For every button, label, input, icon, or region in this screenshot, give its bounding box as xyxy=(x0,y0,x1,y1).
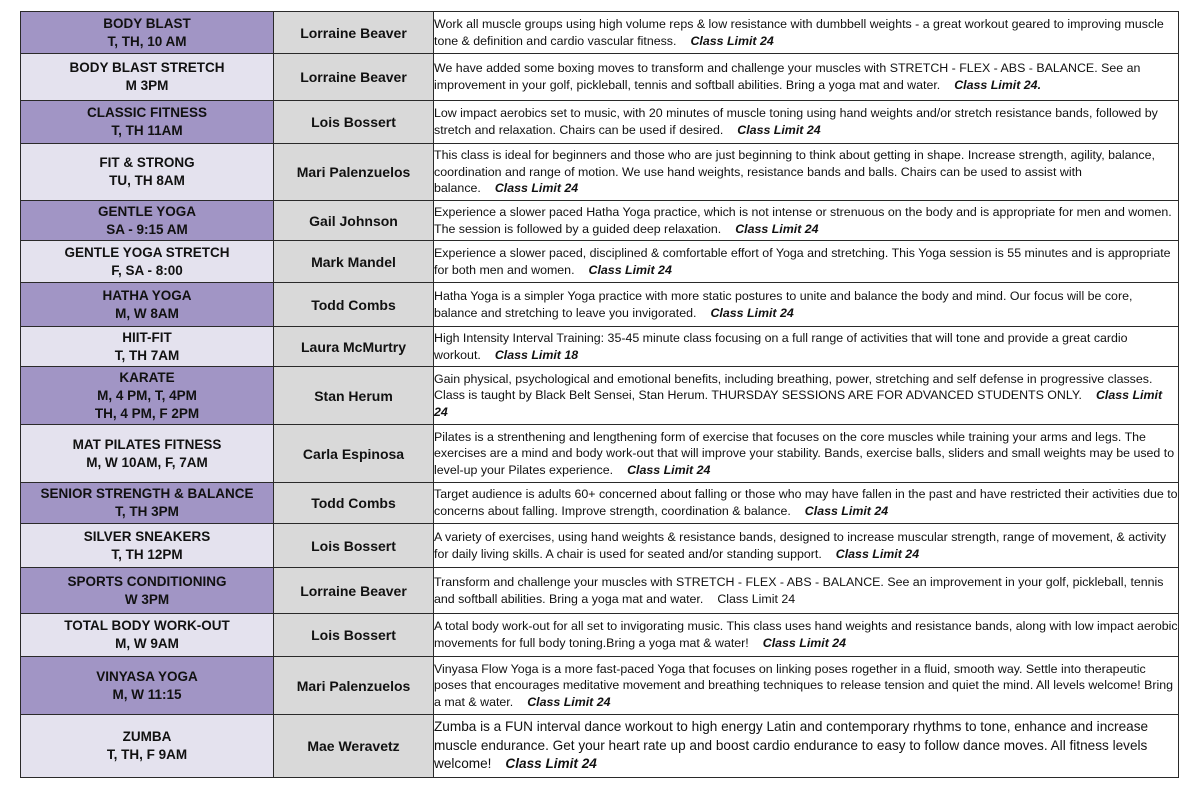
class-description-cell xyxy=(434,12,1179,54)
class-limit: Class Limit 24 xyxy=(710,305,794,320)
class-cell xyxy=(21,144,274,201)
table-row xyxy=(21,568,1179,614)
class-limit: Class Limit 24 xyxy=(835,546,920,561)
class-cell xyxy=(21,614,274,657)
instructor-name: Lorraine Beaver xyxy=(274,12,434,54)
instructor-name: Carla Espinosa xyxy=(274,425,434,483)
class-name: MAT PILATES FITNESS xyxy=(72,436,222,452)
class-time: F, SA - 8:00 xyxy=(111,262,183,278)
table-row xyxy=(21,524,1179,568)
class-description-cell xyxy=(434,367,1179,425)
class-description-cell xyxy=(434,524,1179,568)
class-cell xyxy=(21,327,274,367)
class-cell xyxy=(21,12,274,54)
class-limit: Class Limit 24 xyxy=(762,636,847,650)
table-row xyxy=(21,327,1179,367)
class-description-cell xyxy=(434,568,1179,614)
class-name: CLASSIC FITNESS xyxy=(86,105,207,120)
table-row xyxy=(21,201,1179,241)
class-time: T, TH, F 9AM xyxy=(106,747,188,762)
class-limit: Class Limit 24 xyxy=(717,591,796,606)
class-limit: Class Limit 24 xyxy=(737,123,821,137)
instructor-name: Todd Combs xyxy=(274,283,434,327)
class-description-cell xyxy=(434,425,1179,483)
class-name: GENTLE YOGA STRETCH xyxy=(64,244,230,260)
class-description-cell xyxy=(434,144,1179,201)
class-cell xyxy=(21,101,274,144)
instructor-name: Mark Mandel xyxy=(274,241,434,283)
table-row xyxy=(21,144,1179,201)
class-time: T, TH 12PM xyxy=(111,546,183,562)
class-limit: Class Limit 24 xyxy=(588,262,672,277)
instructor-name: Mari Palenzuelos xyxy=(274,657,434,715)
class-time: T, TH 3PM xyxy=(115,504,179,519)
class-description: Hatha Yoga is a simpler Yoga practice with more static postures to unite and balance the body and mind. Our focus will be core, balance and stretching to leave you invigorated. xyxy=(434,288,1133,320)
class-name: ZUMBA xyxy=(122,729,172,744)
class-cell xyxy=(21,241,274,283)
class-description: Low impact aerobics set to music, with 20 minutes of muscle toning using hand weights and/or stretch resistance bands, followed by stretch and relaxation. Chairs can be used if desired. xyxy=(434,106,1158,137)
instructor-name: Gail Johnson xyxy=(274,201,434,241)
table-row xyxy=(21,283,1179,327)
table-row xyxy=(21,614,1179,657)
class-limit: Class Limit 24 xyxy=(505,756,597,772)
class-description: Work all muscle groups using high volume reps & low resistance with dumbbell weights - a great workout geared to improving muscle tone & definition and cardio vascular fitness. xyxy=(434,16,1164,48)
instructor-name: Mari Palenzuelos xyxy=(274,144,434,201)
class-limit: Class Limit 24 xyxy=(627,462,711,477)
instructor-name: Todd Combs xyxy=(274,483,434,524)
class-description-cell xyxy=(434,657,1179,715)
class-description-cell xyxy=(434,283,1179,327)
class-description: Transform and challenge your muscles with STRETCH - FLEX - ABS - BALANCE. See an improvement in your golf, pickleball, tennis and softball abilities. Bring a yoga mat and water. xyxy=(434,574,1164,606)
class-name: HATHA YOGA xyxy=(102,287,192,303)
class-description: A variety of exercises, using hand weights & resistance bands, designed to increase muscular strength, range of movement, & activity for daily living skills. A chair is used for seated and/or standing support. xyxy=(434,529,1167,561)
class-description: Pilates is a strenthening and lengthening form of exercise that focuses on the core muscles while training your arms and legs. The exercises are a mind and body work-out that will improve your stability. Bands, exercise balls, sliders and small weights may be used to level-up your Pilates experience. xyxy=(434,429,1175,477)
class-cell xyxy=(21,483,274,524)
instructor-name: Lorraine Beaver xyxy=(274,54,434,101)
class-time: TU, TH 8AM xyxy=(109,173,185,188)
class-time: M, W 9AM xyxy=(115,636,179,651)
class-cell xyxy=(21,283,274,327)
class-time: M, W 10AM, F, 7AM xyxy=(86,454,208,470)
class-limit: Class Limit 24 xyxy=(804,504,889,518)
class-description: Experience a slower paced Hatha Yoga practice, which is not intense or strenuous on the body and is appropriate for men and women. The session is followed by a guided deep relaxation. xyxy=(434,204,1172,236)
class-description-cell xyxy=(434,327,1179,367)
class-time: SA - 9:15 AM xyxy=(106,221,188,237)
class-description: Target audience is adults 60+ concerned about falling or those who may have fallen in the past and have restricted their activities due to concerns about falling. Improve strength, coordination & balance. xyxy=(434,487,1178,518)
class-description: Vinyasa Flow Yoga is a more fast-paced Yoga that focuses on linking poses rogether in a fluid, smooth way. Settle into therapeutic poses that encourages meditative movement and breathing techniques to release tension and quiet the mind. All levels welcome! Bring a mat & water. xyxy=(434,661,1174,709)
table-row xyxy=(21,657,1179,715)
instructor-name: Lois Bossert xyxy=(274,524,434,568)
class-limit: Class Limit 24 xyxy=(690,33,774,48)
class-description: High Intensity Interval Training: 35-45 minute class focusing on a full range of activities that will tone and provide a great cardio workout. xyxy=(434,330,1128,362)
table-row xyxy=(21,54,1179,101)
class-time: T, TH 7AM xyxy=(114,347,180,363)
class-description: A total body work-out for all set to invigorating music. This class uses hand weights and resistance bands, along with low impact aerobic movements for full body toning.Bring a yoga mat & water! xyxy=(434,619,1178,650)
class-name: GENTLE YOGA xyxy=(97,203,196,219)
class-name: BODY BLAST xyxy=(103,15,191,31)
instructor-name: Lorraine Beaver xyxy=(274,568,434,614)
class-limit: Class Limit 24 xyxy=(434,388,1163,419)
class-name: TOTAL BODY WORK-OUT xyxy=(64,618,230,633)
table-row xyxy=(21,483,1179,524)
class-name: SPORTS CONDITIONING xyxy=(67,573,227,589)
class-limit: Class Limit 24 xyxy=(735,221,819,236)
class-cell xyxy=(21,201,274,241)
class-name: SENIOR STRENGTH & BALANCE xyxy=(40,486,254,501)
class-cell xyxy=(21,425,274,483)
instructor-name: Lois Bossert xyxy=(274,614,434,657)
class-time: M, W 11:15 xyxy=(112,686,182,702)
class-description: Zumba is a FUN interval dance workout to high energy Latin and contemporary rhythms to tone, enhance and increase muscle endurance. Get your heart rate up and boost cardio endurance to easy to follow dance moves. All fitness levels welcome! xyxy=(434,719,1149,772)
table-row xyxy=(21,241,1179,283)
class-cell xyxy=(21,715,274,778)
class-cell xyxy=(21,657,274,715)
class-name: BODY BLAST STRETCH xyxy=(69,60,225,75)
class-name: FIT & STRONG xyxy=(99,155,195,170)
instructor-name: Mae Weravetz xyxy=(274,715,434,778)
class-schedule-table xyxy=(20,11,1179,778)
class-cell xyxy=(21,54,274,101)
table-row xyxy=(21,425,1179,483)
class-time: T, TH, 10 AM xyxy=(107,33,187,49)
class-description-cell xyxy=(434,101,1179,144)
table-row xyxy=(21,12,1179,54)
class-name: SILVER SNEAKERS xyxy=(83,528,211,544)
class-description-cell xyxy=(434,241,1179,283)
class-description: Experience a slower paced, disciplined & comfortable effort of Yoga and stretching. This Yoga session is 55 minutes and is appropriate for both men and women. xyxy=(434,245,1171,277)
table-row xyxy=(21,367,1179,425)
class-cell xyxy=(21,524,274,568)
class-cell xyxy=(21,568,274,614)
instructor-name: Laura McMurtry xyxy=(274,327,434,367)
class-time: T, TH 11AM xyxy=(111,123,183,138)
class-limit: Class Limit 24. xyxy=(954,78,1042,92)
class-description-cell xyxy=(434,483,1179,524)
class-name: KARATE xyxy=(119,369,175,385)
class-description-cell xyxy=(434,715,1179,778)
class-description: Gain physical, psychological and emotional benefits, including breathing, power, stretching and self defense in progressive classes. Class is taught by Black Belt Sensei, Stan Herum. THURSDAY SESSIONS ARE FOR ADVANCED STUDENTS ONLY. xyxy=(434,371,1153,403)
class-description: We have added some boxing moves to transform and challenge your muscles with STRETCH - FLEX - ABS - BALANCE. See an improvement in your golf, pickleball, tennis and softball abilities. Bring a yoga mat and water. xyxy=(434,61,1141,92)
instructor-name: Stan Herum xyxy=(274,367,434,425)
class-name: HIIT-FIT xyxy=(122,329,172,345)
class-limit: Class Limit 18 xyxy=(494,347,579,362)
class-description-cell xyxy=(434,201,1179,241)
instructor-name: Lois Bossert xyxy=(274,101,434,144)
class-time: M 3PM xyxy=(125,78,169,93)
class-description-cell xyxy=(434,614,1179,657)
class-time-secondary: TH, 4 PM, F 2PM xyxy=(94,405,200,421)
class-time: M, 4 PM, T, 4PM xyxy=(97,387,197,403)
class-limit: Class Limit 24 xyxy=(527,694,611,709)
class-limit: Class Limit 24 xyxy=(494,181,579,196)
table-row xyxy=(21,715,1179,778)
class-cell xyxy=(21,367,274,425)
class-time: M, W 8AM xyxy=(115,305,179,321)
class-time: W 3PM xyxy=(124,591,170,607)
class-name: VINYASA YOGA xyxy=(96,668,198,684)
table-row xyxy=(21,101,1179,144)
class-description-cell xyxy=(434,54,1179,101)
class-description: This class is ideal for beginners and those who are just beginning to think about getting in shape. Increase strength, agility, balance, coordination and range of motion. We use hand weights, resistance bands and balls. Chairs can be used to assist with balance. xyxy=(434,148,1155,196)
